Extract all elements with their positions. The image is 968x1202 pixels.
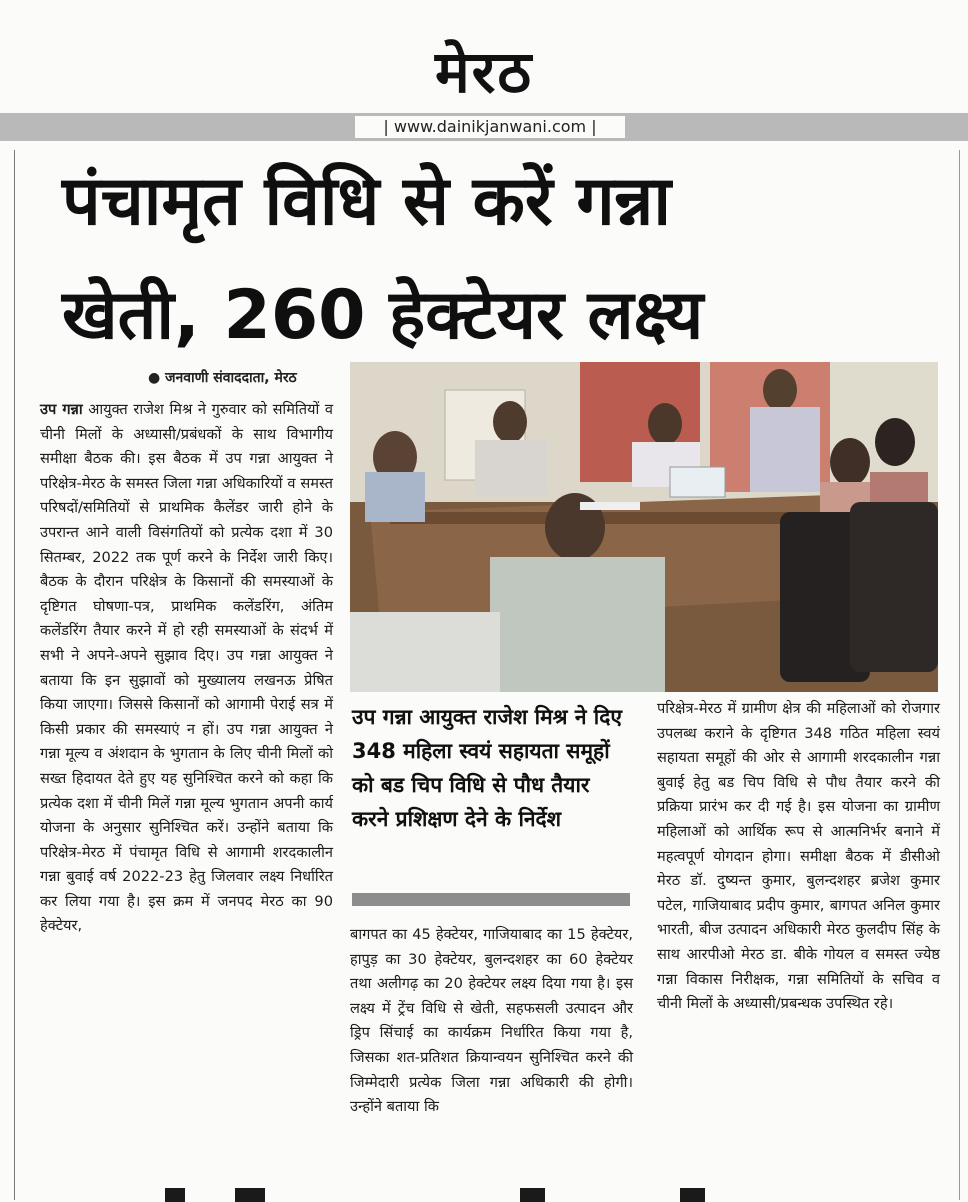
headline-line-1: पंचामृत विधि से करें गन्ना bbox=[62, 162, 672, 241]
article-column-1-text: आयुक्त राजेश मिश्र ने गुरुवार को समितियों व चीनी मिलों के अध्यासी/प्रबंधकों के साथ विभागीय समीक्षा बैठक की। इस बैठक में उप गन्ना आयुक्त ने परिक्षेत्र-मेरठ के समस्त जिला गन्ना अधिकारियों व समस्त परिषदों/समितियों से प्राथमिक कैलेंडर जारी होने के उपरान्त आने वाली विसंगतियों को प्रत्येक दशा में 30 सितम्बर, 2022 तक पूर्ण करने के निर्देश जारी किए। बैठक के दौरान परिक्षेत्र के किसानों की समस्याओं के दृष्टिगत घोषणा-पत्र, प्राथमिक कलेंडरिंग, अंतिम कलेंडरिंग तैयार करने में हो रही समस्याओं के संदर्भ में सभी ने अपने-अपने सुझाव दिए। उप गन्ना आयुक्त ने बताया कि इन सुझावों को मुख्यालय लखनऊ प्रेषित किया जाएगा। जिससे किसानों को आगामी पेराई सत्र में किसी प्रकार की समस्याएं न हों। उप गन्ना आयुक्त ने गन्ना मूल्य व अंशदान के भुगतान के लिए चीनी मिलों को सख्त हिदायत देते हुए यह सुनिश्चित करने को कहा कि प्रत्येक दशा में चीनी मिलें गन्ना मूल्य भुगतान अपनी कार्य योजना के अनुसार सुनिश्चित करें। उन्होंने बताया कि परिक्षेत्र-मेरठ में पंचामृत विधि से आगामी शरदकालीन गन्ना बुवाई वर्ष 2022-23 हेतु जिलवार लक्ष्य निर्धारित कर लिया गया है। इस क्रम में जनपद मेरठ का 90 हेक्टेयर, bbox=[40, 401, 333, 935]
article-lead: उप गन्ना bbox=[40, 401, 83, 418]
section-title: मेरठ bbox=[434, 38, 534, 106]
meeting-photo bbox=[350, 362, 938, 692]
adjacent-column-edge-right bbox=[959, 150, 968, 1200]
meeting-photo-illustration bbox=[350, 362, 938, 692]
article-column-1 bbox=[40, 398, 333, 939]
article-column-3: परिक्षेत्र-मेरठ में ग्रामीण क्षेत्र की महिलाओं को रोजगार उपलब्ध कराने के दृष्टिगत 348 गठित महिला स्वयं सहायता समूहों की ओर से आगामी शरदकालीन गन्ना बुवाई हेतु बड चिप विधि से पौध तैयार करने की प्रक्रिया प्रारंभ कर दी गई है। इस योजना का ग्रामीण महिलाओं को आर्थिक रूप से आत्मनिर्भर बनाने में महत्वपूर्ण योगदान होगा। समीक्षा बैठक में डीसीओ मेरठ डॉ. दुष्यन्त कुमार, बुलन्दशहर ब्रजेश कुमार पटेल, गाजियाबाद प्रदीप कुमार, बागपत अनिल कुमार भारती, बीज उत्पादन अधिकारी मेरठ कुलदीप सिंह के साथ आरपीओ मेरठ डा. बीके गोयल व समस्त ज्येष्ठ गन्ना विकास निरीक्षक, गन्ना समितियों के सचिव व चीनी मिलों के अध्यासी/प्रबन्धक उपस्थित रहे। bbox=[657, 700, 940, 1013]
adjacent-column-edge-left bbox=[0, 150, 15, 1200]
pull-quote: उप गन्ना आयुक्त राजेश मिश्र ने दिए 348 महिला स्वयं सहायता समूहों को बड चिप विधि से पौध तैयार करने प्रशिक्षण देने के निर्देश bbox=[352, 705, 623, 831]
website-url: | www.dainikjanwani.com | bbox=[355, 116, 625, 138]
pull-quote-rule bbox=[352, 893, 630, 906]
headline-line-2: खेती, 260 हेक्टेयर लक्ष्य bbox=[62, 276, 704, 355]
byline: ● जनवाणी संवाददाता, मेरठ bbox=[148, 370, 297, 386]
article-column-2: बागपत का 45 हेक्टेयर, गाजियाबाद का 15 हेक्टेयर, हापुड़ का 30 हेक्टेयर, बुलन्दशहर का 60 हेक्टेयर तथा अलीगढ़ का 20 हेक्टेयर लक्ष्य दिया गया है। इस लक्ष्य में ट्रेंच विधि से खेती, सहफसली उत्पादन और ड्रिप सिंचाई का कार्यक्रम निर्धारित किया गया है, जिसका शत-प्रतिशत क्रियान्वयन सुनिश्चित करने की जिम्मेदारी प्रत्येक जिला गन्ना अधिकारी की होगी। उन्होंने बताया कि bbox=[350, 926, 633, 1116]
